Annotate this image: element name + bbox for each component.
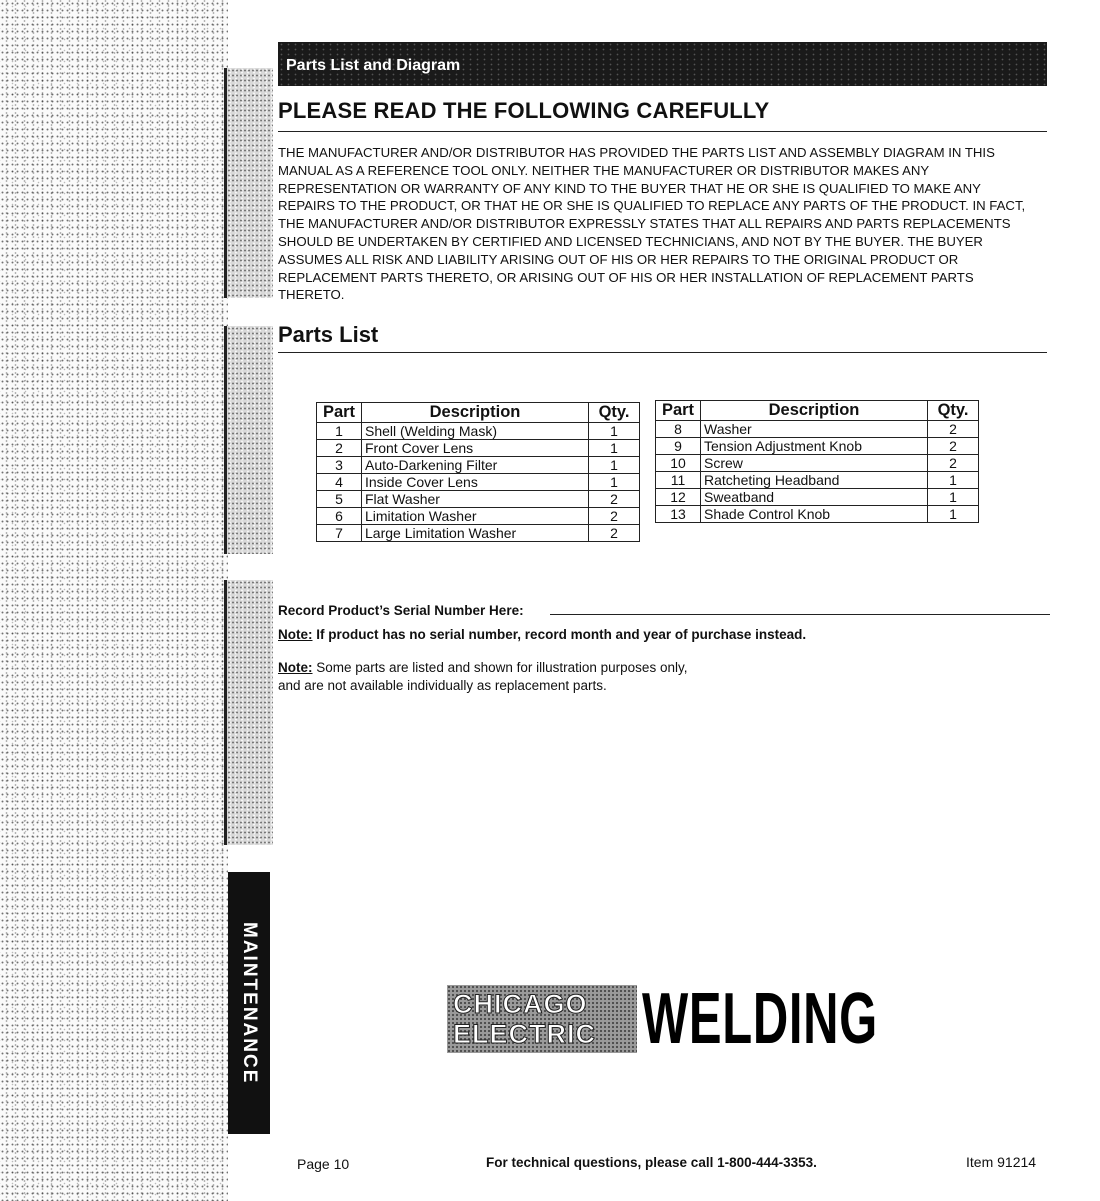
- table-row: [656, 506, 979, 523]
- cell-qty: 1: [928, 506, 979, 523]
- parts-table-left: [316, 402, 640, 542]
- cell-part: 2: [317, 440, 362, 457]
- cell-description: Shell (Welding Mask): [362, 423, 589, 440]
- side-tab-maintenance: [228, 872, 270, 1134]
- cell-qty: 2: [589, 508, 640, 525]
- note-label: Note:: [278, 627, 313, 642]
- table-row: [317, 474, 640, 491]
- side-tab-specifications: [224, 326, 273, 554]
- logo-line1: CHICAGO: [453, 989, 588, 1019]
- item-number: Item 91214: [966, 1154, 1037, 1170]
- notice-heading: PLEASE READ THE FOLLOWING CAREFULLY: [278, 98, 770, 123]
- cell-description: Sweatband: [701, 489, 928, 506]
- note-parts-line1: Some parts are listed and shown for illustration purposes only,: [316, 660, 688, 675]
- welding-logo-word: WELDING: [642, 979, 878, 1059]
- col-description: Description: [362, 403, 589, 423]
- serial-number-label: Record Product’s Serial Number Here:: [278, 603, 524, 618]
- cell-part: 7: [317, 525, 362, 542]
- logo-line2: ELECTRIC: [453, 1019, 596, 1049]
- cell-qty: 1: [928, 472, 979, 489]
- table-row: [656, 421, 979, 438]
- cell-qty: 1: [928, 489, 979, 506]
- cell-description: Large Limitation Washer: [362, 525, 589, 542]
- cell-part: 6: [317, 508, 362, 525]
- cell-part: 13: [656, 506, 701, 523]
- cell-qty: 1: [589, 440, 640, 457]
- table-header-row: [656, 401, 979, 421]
- cell-description: Auto-Darkening Filter: [362, 457, 589, 474]
- cell-part: 1: [317, 423, 362, 440]
- parts-list-rule: [278, 352, 1047, 353]
- table-row: [317, 525, 640, 542]
- serial-number-line: [550, 614, 1050, 615]
- note-serial: [278, 627, 806, 642]
- cell-part: 10: [656, 455, 701, 472]
- cell-qty: 2: [928, 421, 979, 438]
- chicago-electric-logo: [447, 985, 637, 1053]
- note-serial-text: If product has no serial number, record month and year of purchase instead.: [316, 627, 807, 642]
- table-row: [317, 491, 640, 508]
- cell-qty: 2: [589, 491, 640, 508]
- table-row: [656, 438, 979, 455]
- cell-part: 8: [656, 421, 701, 438]
- col-part: Part: [656, 401, 701, 421]
- side-tab-safety: [224, 68, 273, 298]
- col-part: Part: [317, 403, 362, 423]
- cell-part: 11: [656, 472, 701, 489]
- parts-table-right: [655, 400, 979, 523]
- col-qty: Qty.: [589, 403, 640, 423]
- cell-description: Shade Control Knob: [701, 506, 928, 523]
- cell-part: 12: [656, 489, 701, 506]
- section-title: Parts List and Diagram: [286, 57, 461, 74]
- note-parts: [278, 659, 798, 695]
- table-row: [317, 440, 640, 457]
- cell-description: Ratcheting Headband: [701, 472, 928, 489]
- cell-description: Tension Adjustment Knob: [701, 438, 928, 455]
- section-header-bar: [278, 42, 1047, 86]
- cell-qty: 2: [928, 455, 979, 472]
- note-label: Note:: [278, 660, 313, 675]
- col-description: Description: [701, 401, 928, 421]
- cell-description: Inside Cover Lens: [362, 474, 589, 491]
- cell-qty: 2: [928, 438, 979, 455]
- notice-body: THE MANUFACTURER AND/OR DISTRIBUTOR HAS PROVIDED THE PARTS LIST AND ASSEMBLY DIAGRAM IN THIS MANUAL AS A REFERENCE TOOL ONLY. NEITHER THE MANUFACTURER OR DISTRIBUTOR MAKES ANY REPRESENTATION OR WARRANTY OF ANY KIND TO THE BUYER THAT HE OR SHE IS QUALIFIED TO MAKE ANY REPAIRS TO THE PRODUCT, OR THAT HE OR SHE IS QUALIFIED TO REPLACE ANY PARTS OF THE PRODUCT. IN FACT, THE MANUFACTURER AND/OR DISTRIBUTOR EXPRESSLY STATES THAT ALL REPAIRS AND PARTS REPLACEMENTS SHOULD BE UNDERTAKEN BY CERTIFIED AND LICENSED TECHNICIANS, AND NOT BY THE BUYER. THE BUYER ASSUMES ALL RISK AND LIABILITY ARISING OUT OF HIS OR HER REPAIRS TO THE ORIGINAL PRODUCT OR REPLACEMENT PARTS THERETO, OR ARISING OUT OF HIS OR HER INSTALLATION OF REPLACEMENT PARTS THERETO.: [278, 145, 1026, 303]
- page-number: Page 10: [297, 1156, 350, 1172]
- heading-rule: [278, 131, 1047, 132]
- cell-description: Limitation Washer: [362, 508, 589, 525]
- speckled-margin: [0, 0, 228, 1201]
- table-row: [317, 508, 640, 525]
- table-row: [656, 489, 979, 506]
- table-row: [317, 457, 640, 474]
- table-header-row: [317, 403, 640, 423]
- cell-description: Washer: [701, 421, 928, 438]
- cell-qty: 1: [589, 457, 640, 474]
- cell-description: Screw: [701, 455, 928, 472]
- table-row: [656, 455, 979, 472]
- cell-qty: 2: [589, 525, 640, 542]
- cell-qty: 1: [589, 474, 640, 491]
- cell-description: Front Cover Lens: [362, 440, 589, 457]
- side-tab-maintenance-label: MAINTENANCE: [239, 921, 260, 1085]
- table-row: [317, 423, 640, 440]
- cell-part: 3: [317, 457, 362, 474]
- cell-qty: 1: [589, 423, 640, 440]
- cell-part: 5: [317, 491, 362, 508]
- note-parts-line2: and are not available individually as replacement parts.: [278, 678, 607, 693]
- technical-support-line: For technical questions, please call 1-800-444-3353.: [486, 1155, 817, 1170]
- cell-part: 4: [317, 474, 362, 491]
- cell-part: 9: [656, 438, 701, 455]
- parts-list-heading: Parts List: [278, 322, 379, 347]
- col-qty: Qty.: [928, 401, 979, 421]
- cell-description: Flat Washer: [362, 491, 589, 508]
- side-tab-operation: [224, 580, 273, 845]
- table-row: [656, 472, 979, 489]
